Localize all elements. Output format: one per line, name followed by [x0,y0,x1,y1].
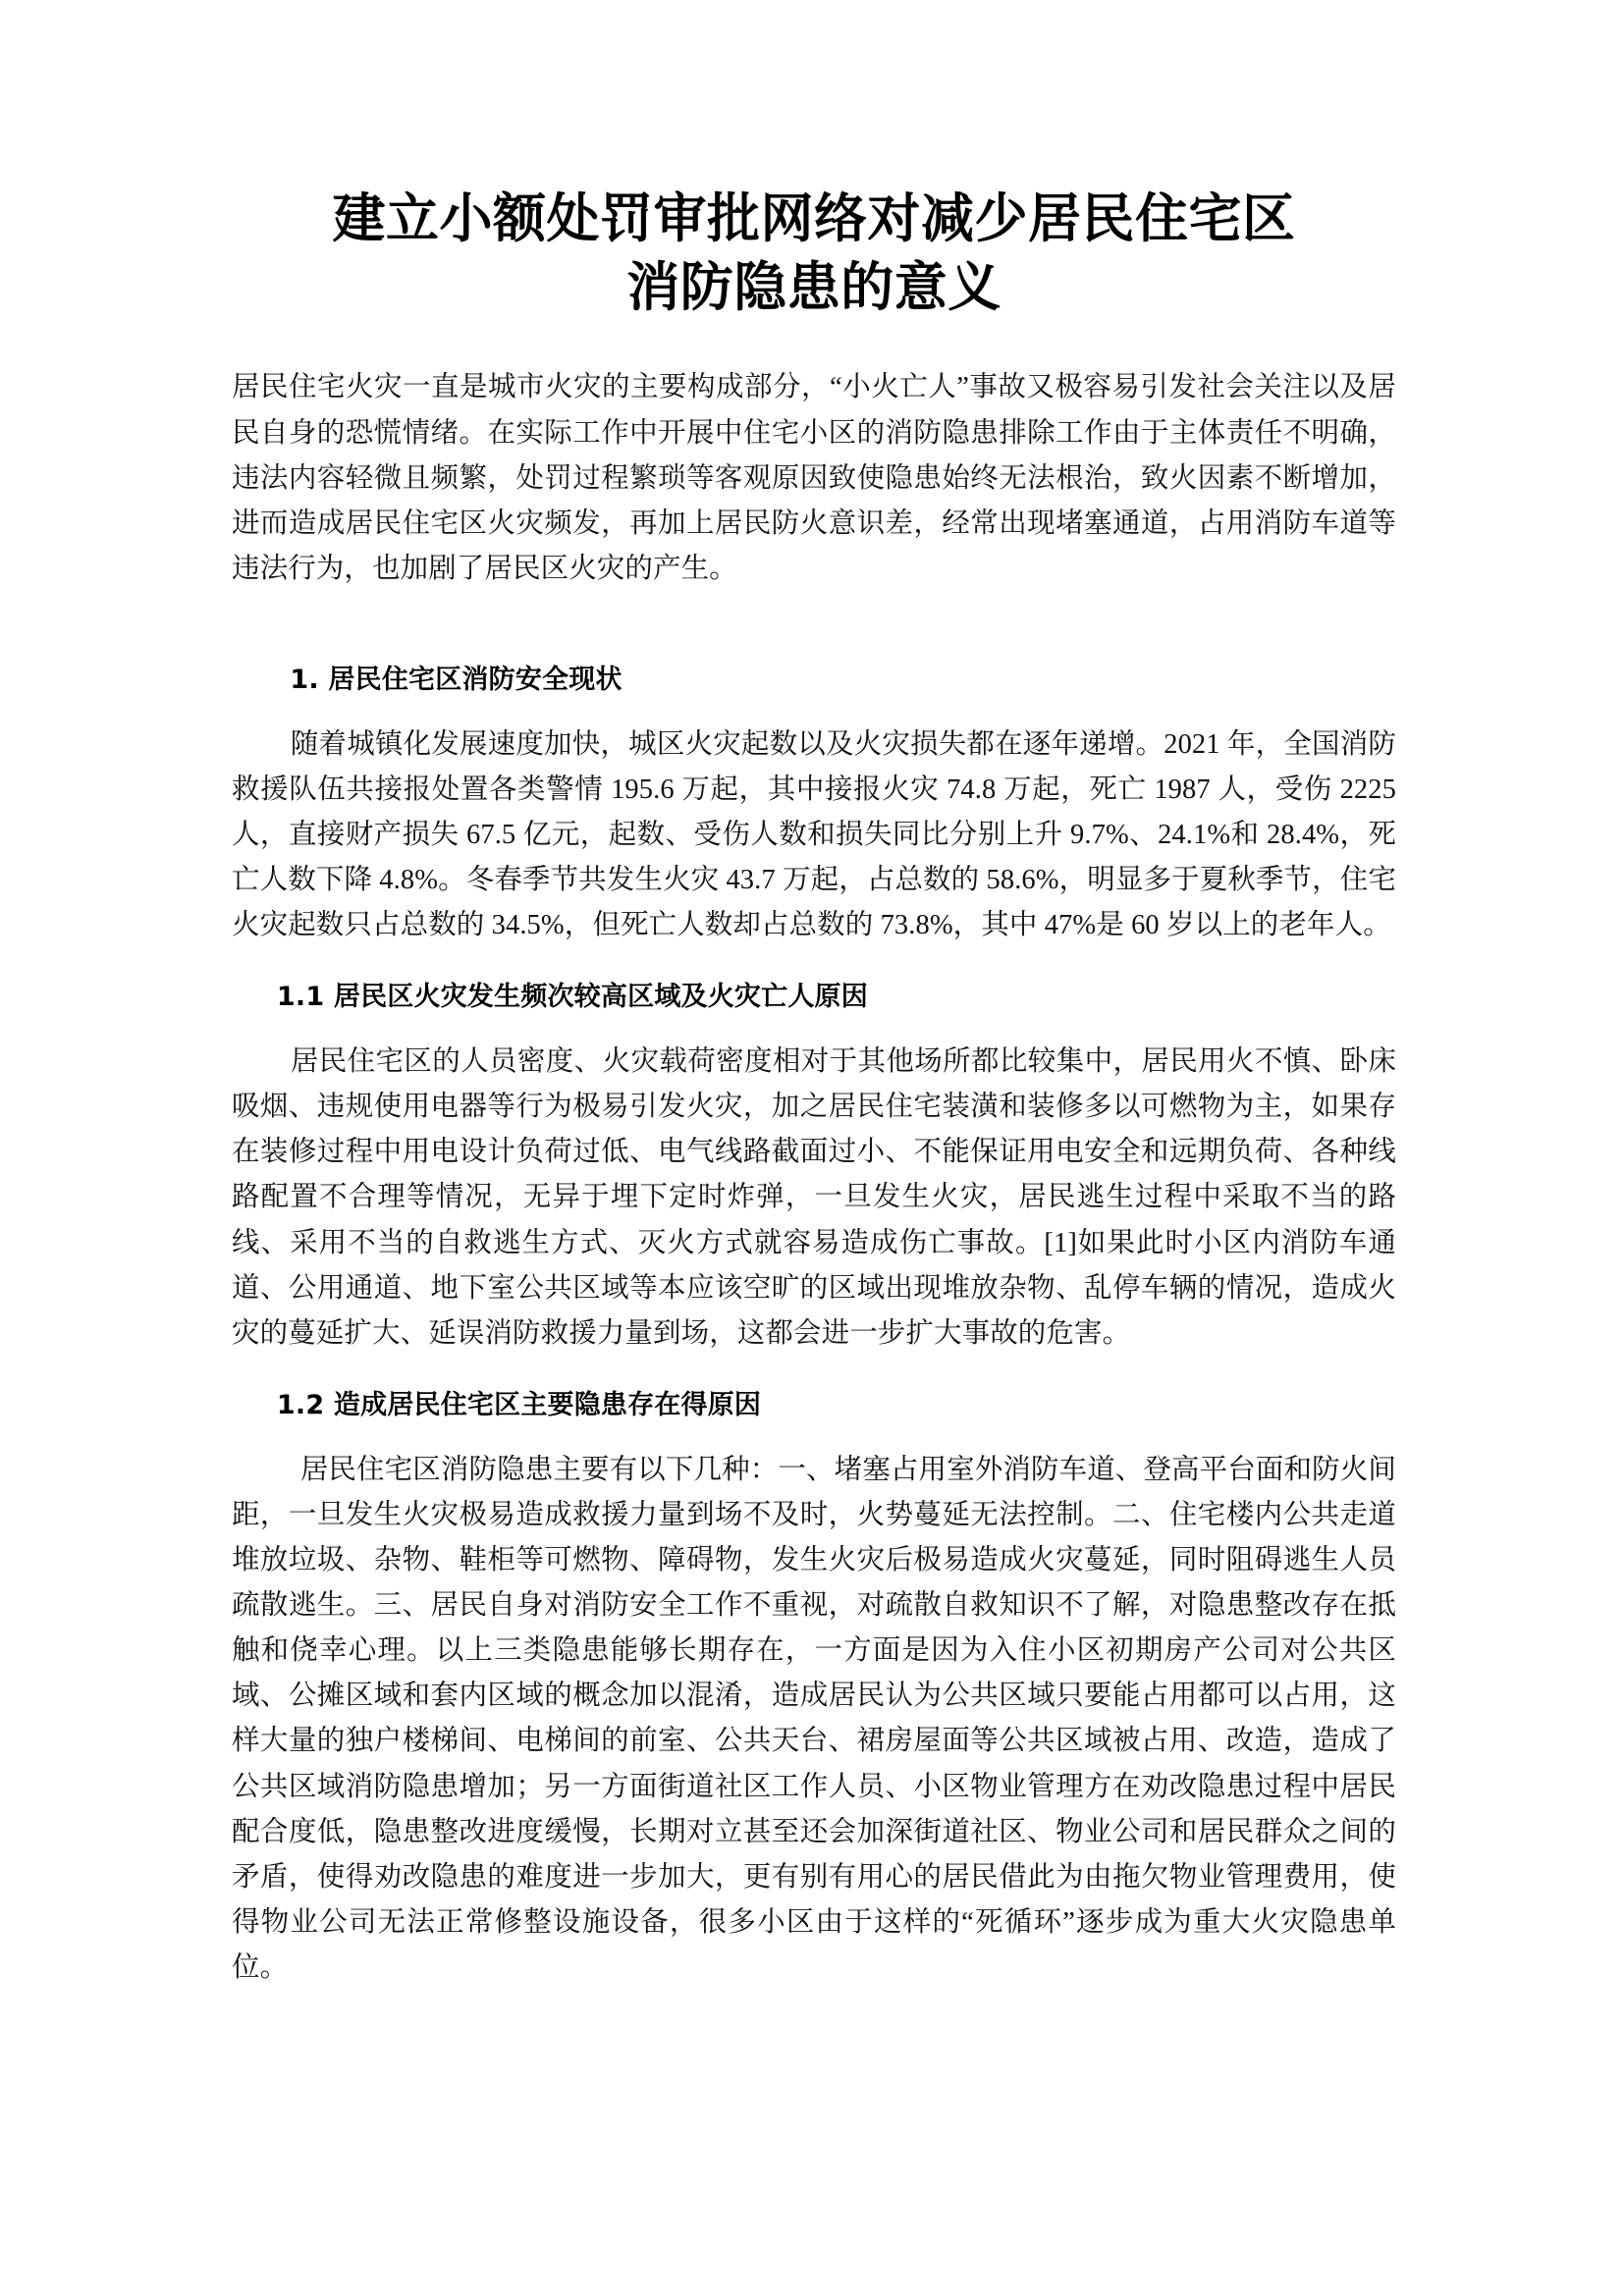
section-body-1-1: 居民住宅区的人员密度、火灾载荷密度相对于其他场所都比较集中，居民用火不慎、卧床吸烟、违规使用电器等行为极易引发火灾，加之居民住宅装潢和装修多以可燃物为主，如果存在装修过程中用电设计负荷过低、电气线路截面过小、不能保证用电安全和远期负荷、各种线路配置不合理等情况，无异于埋下定时炸弹，一旦发生火灾，居民逃生过程中采取不当的路线、采用不当的自救逃生方式、灭火方式就容易造成伤亡事故。[1]如果此时小区内消防车通道、公用通道、地下室公共区域等本应该空旷的区域出现堆放杂物、乱停车辆的情况，造成火灾的蔓延扩大、延误消防救援力量到场，这都会进一步扩大事故的危害。 [232,1045,1396,1349]
page-title-line-1: 建立小额处罚审批网络对减少居民住宅区 [332,187,1296,249]
section-spacer [232,617,1396,631]
section-body-1: 随着城镇化发展速度加快，城区火灾起数以及火灾损失都在逐年递增。2021 年，全国消防救援队伍共接报处置各类警情 195.6 万起，其中接报火灾 74.8 万起，死亡 1987 人，受伤 2225 人，直接财产损失 67.5 亿元，起数、受伤人数和损失同比分别上升 9.7%、24.1%和 28.4%，死亡人数下降 4.8%。冬春季节共发生火灾 43.7 万起，占总数的 58.6%，明显多于夏秋季节，住宅火灾起数只占总数的 34.5%，但死亡人数却占总数的 73.8%，其中 47%是 60 岁以上的老年人。 [232,728,1396,941]
page-title-line-2: 消防隐患的意义 [626,256,1001,319]
page-title [232,185,1396,322]
intro-paragraph: 居民住宅火灾一直是城市火灾的主要构成部分，“小火亡人”事故又极容易引发社会关注以及居民自身的恐慌情绪。在实际工作中开展中住宅小区的消防隐患排除工作由于主体责任不明确，违法内容轻微且频繁，处罚过程繁琐等客观原因致使隐患始终无法根治，致火因素不断增加，进而造成居民住宅区火灾频发，再加上居民防火意识差，经常出现堵塞通道，占用消防车道等违法行为，也加剧了居民区火灾的产生。 [232,372,1396,584]
section-heading-1-2: 1.2 造成居民住宅区主要隐患存在得原因 [276,1390,762,1421]
section-body-1-2: 居民住宅区消防隐患主要有以下几种：一、堵塞占用室外消防车道、登高平台面和防火间距，一旦发生火灾极易造成救援力量到场不及时，火势蔓延无法控制。二、住宅楼内公共走道堆放垃圾、杂物、鞋柜等可燃物、障碍物，发生火灾后极易造成火灾蔓延，同时阻碍逃生人员疏散逃生。三、居民自身对消防安全工作不重视，对疏散自救知识不了解，对隐患整改存在抵触和侥幸心理。以上三类隐患能够长期存在，一方面是因为入住小区初期房产公司对公共区域、公摊区域和套内区域的概念加以混淆，造成居民认为公共区域只要能占用都可以占用，这样大量的独户楼梯间、电梯间的前室、公共天台、裙房屋面等公共区域被占用、改造，造成了公共区域消防隐患增加；另一方面街道社区工作人员、小区物业管理方在劝改隐患过程中居民配合度低，隐患整改进度缓慢，长期对立甚至还会加深街道社区、物业公司和居民群众之间的矛盾，使得劝改隐患的难度进一步加大，更有别有用心的居民借此为由拖欠物业管理费用，使得物业公司无法正常修整设施设备，很多小区由于这样的“死循环”逐步成为重大火灾隐患单位。 [232,1454,1396,1984]
section-heading-1: 1. 居民住宅区消防安全现状 [290,665,623,696]
section-heading-1-1: 1.1 居民区火灾发生频次较高区域及火灾亡人原因 [276,982,868,1013]
